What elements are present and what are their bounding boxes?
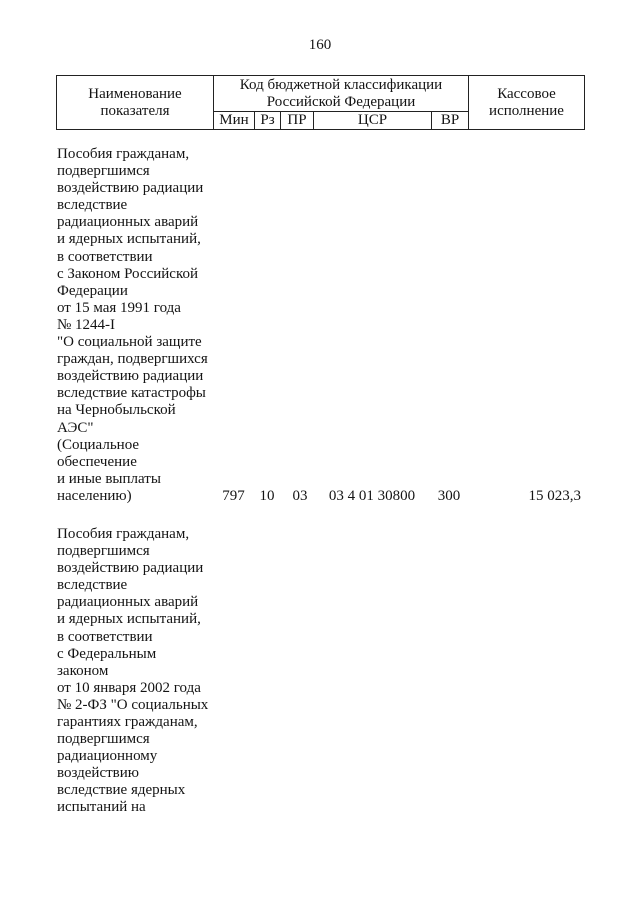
- cash-execution-cell: [467, 799, 585, 816]
- indicator-name-line: АЭС": [57, 419, 94, 436]
- header-text-line: Код бюджетной классификации: [239, 76, 443, 93]
- section-code-cell: [254, 799, 280, 816]
- indicator-name-line: подвергшимся: [57, 163, 150, 180]
- min-code-cell: 797: [222, 487, 245, 504]
- indicator-name-line: радиационных аварий: [57, 214, 199, 231]
- indicator-name-line: подвергшимся: [57, 543, 150, 560]
- header-budget-code-group: [214, 76, 468, 112]
- header-col-vr: ВР: [440, 112, 460, 128]
- indicator-name-cell: [56, 146, 213, 505]
- table-row: [56, 146, 585, 505]
- indicator-name-line: Пособия гражданам,: [57, 146, 190, 162]
- cash-execution-cell: 15 023,3: [528, 487, 581, 504]
- indicator-name-line: вследствие: [57, 197, 128, 214]
- indicator-name-line: граждан, подвергшихся: [57, 351, 208, 368]
- header-col-pr: ПР: [281, 112, 314, 129]
- target-item-code-cell: [313, 799, 431, 816]
- indicator-name-line: от 10 января 2002 года: [57, 679, 201, 696]
- indicator-name-line: "О социальной защите: [57, 334, 202, 351]
- indicator-name-line: населению): [57, 487, 132, 504]
- header-col-csr: ЦСР: [314, 112, 432, 129]
- indicator-name-line: № 2-ФЗ "О социальных: [57, 696, 209, 713]
- indicator-name-cell: [56, 526, 213, 817]
- indicator-name-line: воздействию радиации: [57, 560, 204, 577]
- indicator-name-line: гарантиях гражданам,: [57, 714, 198, 730]
- indicator-name-line: в соответствии: [57, 248, 153, 265]
- page-number: 160: [308, 37, 332, 53]
- header-cash-execution: [468, 76, 584, 129]
- expense-type-code-cell: [431, 799, 467, 816]
- indicator-name-line: в соответствии: [57, 628, 153, 645]
- table-header: [56, 75, 585, 130]
- indicator-name-line: с Законом Российской: [57, 265, 199, 282]
- indicator-name-line: вследствие катастрофы: [57, 385, 206, 402]
- header-col-rz: Рз: [255, 112, 281, 129]
- indicator-name-line: № 1244-I: [57, 316, 116, 333]
- min-code-cell: [213, 799, 254, 816]
- header-text-line: показателя: [100, 102, 170, 119]
- header-col-min: Мин: [214, 112, 255, 129]
- header-text-line: Наименование: [88, 85, 182, 102]
- indicator-name-line: обеспечение: [57, 453, 137, 470]
- subsection-code-cell: 03: [292, 487, 308, 504]
- indicator-name-line: законом: [57, 662, 109, 679]
- header-text-line: исполнение: [489, 102, 564, 119]
- indicator-name-line: воздействию: [57, 765, 139, 782]
- indicator-name-line: воздействию радиации: [57, 180, 204, 197]
- indicator-name-line: и иные выплаты: [57, 470, 161, 487]
- indicator-name-line: (Социальное: [57, 436, 140, 453]
- indicator-name-line: и ядерных испытаний,: [57, 611, 201, 628]
- target-item-code-cell: 03 4 01 30800: [328, 487, 416, 504]
- subsection-code-cell: [280, 799, 313, 816]
- header-text-line: Кассовое: [497, 85, 556, 102]
- indicator-name-line: и ядерных испытаний,: [57, 231, 201, 248]
- table-body: [56, 146, 585, 817]
- indicator-name-line: вследствие ядерных: [57, 782, 186, 799]
- indicator-name-line: от 15 мая 1991 года: [57, 299, 181, 316]
- indicator-name-line: радиационных аварий: [57, 594, 199, 611]
- section-code-cell: 10: [259, 487, 275, 504]
- indicator-name-line: Пособия гражданам,: [57, 525, 190, 542]
- indicator-name-line: Федерации: [57, 282, 128, 299]
- indicator-name-line: радиационному: [57, 748, 158, 765]
- expense-type-code-cell: 300: [437, 487, 461, 504]
- header-indicator-name: [57, 76, 214, 129]
- indicator-name-line: испытаний на: [57, 799, 146, 816]
- table-row: [56, 526, 585, 817]
- indicator-name-line: подвергшимся: [57, 731, 150, 748]
- indicator-name-line: воздействию радиации: [57, 368, 204, 385]
- header-text-line: Российской Федерации: [266, 93, 416, 110]
- indicator-name-line: на Чернобыльской: [57, 402, 176, 419]
- indicator-name-line: с Федеральным: [57, 645, 157, 662]
- indicator-name-line: вследствие: [57, 577, 128, 594]
